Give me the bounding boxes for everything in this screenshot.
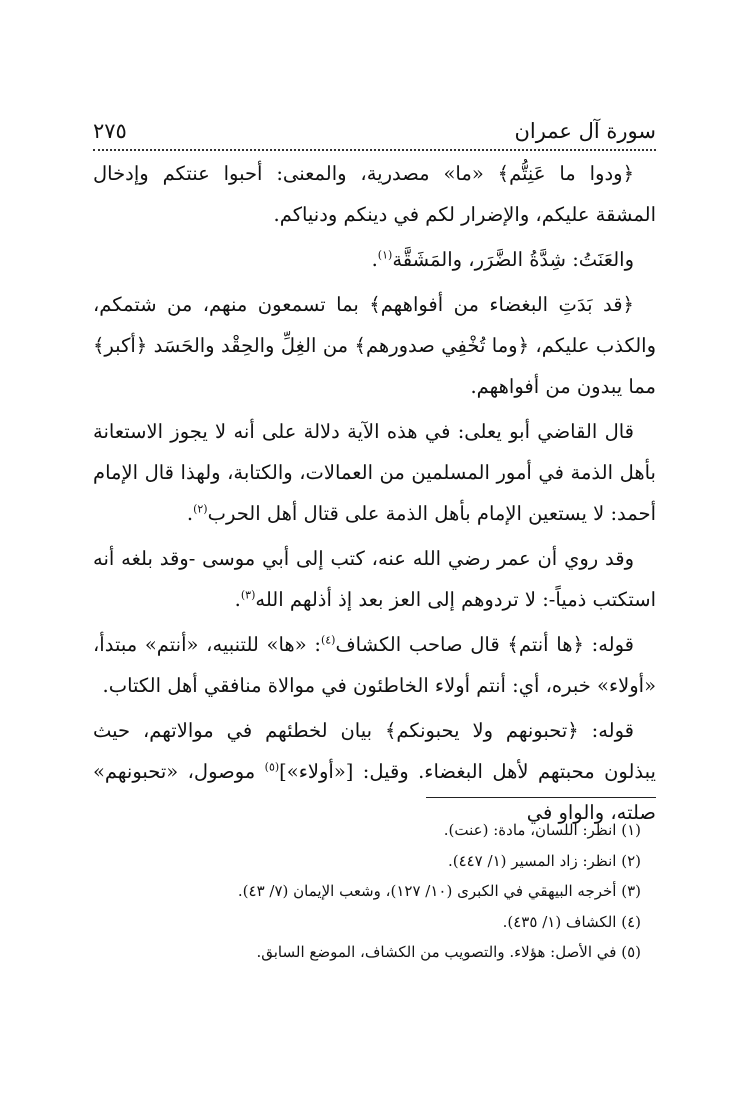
footnote-ref-4: (٤): [320, 633, 336, 647]
page-number: ٢٧٥: [93, 119, 127, 143]
paragraph-2-text: والعَنَتُ: شِدَّةُ الضَّرَر، والمَشَقَّة: [392, 248, 634, 271]
footnote-2: (٢) انظر: زاد المسير (١/ ٤٤٧).: [447, 851, 641, 870]
paragraph-2: [93, 239, 656, 280]
paragraph-3: ﴿قد بَدَتِ البغضاء من أفواههم﴾ بما تسمعون منهم، من شتمكم، والكذب عليكم، ﴿وما تُخْفِي صدورهم﴾ من الغِلِّ والحِقْد والحَسَد ﴿أكبر﴾ مما يبدون من أفواههم.: [93, 293, 656, 398]
paragraph-1: ﴿ودوا ما عَنِتُّم﴾ «ما» مصدرية، والمعنى: أحبوا عنتكم وإدخال المشقة عليكم، والإضرار لكم في دينكم ودنياكم.: [93, 162, 656, 226]
page-header: [93, 116, 656, 150]
paragraph-7-text-b: موصول، «تحبونهم» صلته، والواو في: [93, 760, 656, 824]
footnote-ref-3: (٣): [240, 588, 256, 602]
footnote-divider: [426, 797, 656, 798]
footnotes: [93, 815, 641, 968]
paragraph-2-end: .: [371, 248, 378, 271]
paragraph-4-end: .: [186, 502, 194, 525]
paragraph-6-text-a: قوله: ﴿ها أنتم﴾ قال صاحب الكشاف: [335, 633, 634, 656]
footnote-4: (٤) الكشاف (١/ ٤٣٥).: [502, 912, 641, 931]
paragraph-5: [93, 538, 656, 620]
paragraph-6-text-b: : «ها» للتنبيه، «أنتم» مبتدأ، «أولاء» خبره، أي: أنتم أولاء الخاطئون في موالاة منافقي أهل الكتاب.: [93, 633, 656, 697]
footnote-5: (٥) في الأصل: هؤلاء. والتصويب من الكشاف، الموضع السابق.: [256, 943, 641, 961]
footnote-ref-5: (٥): [264, 760, 280, 774]
footnote-1: (١) انظر: اللسان، مادة: (عنت).: [443, 821, 641, 839]
paragraph-4: [93, 411, 656, 534]
main-text: [93, 153, 656, 837]
footnote-3: (٣) أخرجه البيهقي في الكبرى (١٠/ ١٢٧)، وشعب الإيمان (٧/ ٤٣).: [237, 882, 641, 900]
paragraph-5-text: وقد روي أن عمر رضي الله عنه، كتب إلى أبي موسى -وقد بلغه أنه استكتب ذمياً-: لا تردوهم إلى العز بعد إذ أذلهم الله: [93, 547, 656, 611]
header-divider: [93, 149, 656, 151]
footnote-ref-1: (١): [377, 248, 393, 262]
paragraph-5-end: .: [234, 588, 241, 611]
footnote-ref-2: (٢): [193, 502, 208, 516]
paragraph-7-text-a: قوله: ﴿تحبونهم ولا يحبونكم﴾ بيان لخطئهم في موالاتهم، حيث يبذلون محبتهم لأهل البغضاء. وقيل: [«أولاء»]: [93, 719, 656, 783]
surah-title: سورة آل عمران: [514, 119, 656, 143]
paragraph-4-text: قال القاضي أبو يعلى: في هذه الآية دلالة على أنه لا يجوز الاستعانة بأهل الذمة في أمور المسلمين من العمالات، والكتابة، ولهذا قال الإمام أحمد: لا يستعين الإمام بأهل الذمة على قتال أهل الحرب: [93, 420, 656, 525]
paragraph-6: [93, 624, 656, 706]
